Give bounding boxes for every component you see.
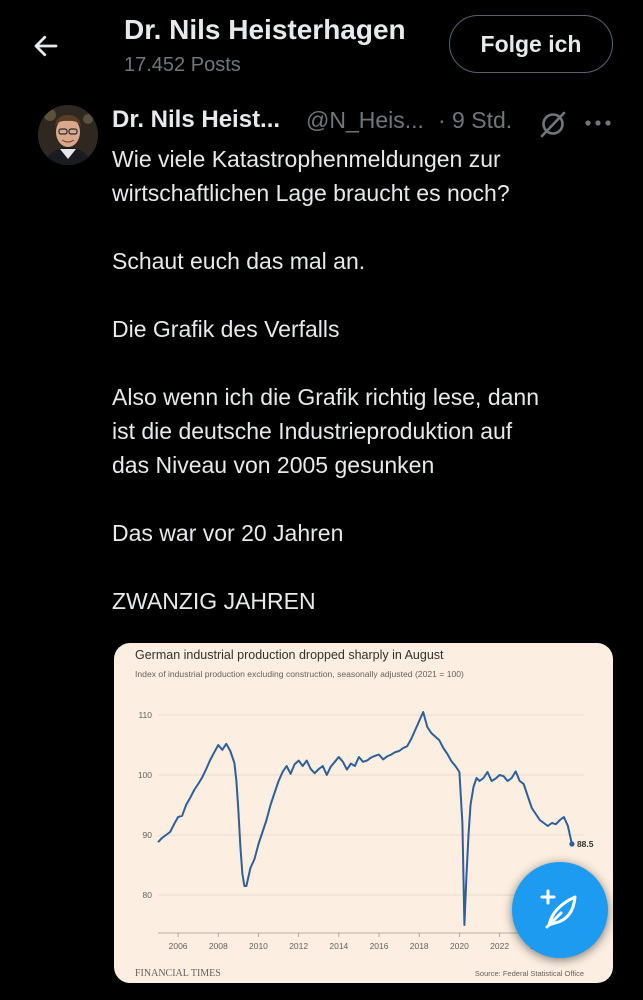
tweet-line: Also wenn ich die Grafik richtig lese, dann — [112, 384, 539, 410]
compose-post-icon — [535, 885, 585, 935]
chart-title: German industrial production dropped sharply in August — [135, 648, 444, 662]
series-line — [158, 712, 572, 925]
tweet-line — [112, 550, 622, 584]
grok-icon[interactable] — [538, 109, 568, 139]
back-button[interactable] — [28, 28, 64, 64]
chart-publisher: FINANCIAL TIMES — [135, 968, 221, 979]
x-tick-label: 2020 — [449, 941, 469, 951]
tweet-line: wirtschaftlichen Lage braucht es noch? — [112, 180, 510, 206]
tweet-line — [112, 346, 622, 380]
chart-source: Source: Federal Statistical Office — [474, 969, 584, 978]
tweet-line: Schaut euch das mal an. — [112, 248, 366, 274]
compose-post-button[interactable] — [512, 862, 608, 958]
following-button[interactable]: Folge ich — [449, 15, 613, 73]
author-handle[interactable]: @N_Heis... — [306, 107, 424, 133]
tweet-line: Wie viele Katastrophenmeldungen zur — [112, 146, 501, 172]
tweet-line: ZWANZIG JAHREN — [112, 588, 316, 614]
avatar-image — [38, 105, 98, 165]
tweet-line: das Niveau von 2005 gesunken — [112, 452, 435, 478]
end-point — [569, 841, 574, 846]
more-horizontal-icon[interactable] — [583, 112, 613, 134]
y-tick-label: 80 — [142, 890, 152, 900]
top-bar — [0, 0, 643, 90]
tweet-line — [112, 278, 622, 312]
author-name[interactable]: Dr. Nils Heist... — [112, 106, 281, 133]
posts-count: 17.452 Posts — [124, 54, 241, 76]
y-tick-label: 110 — [138, 710, 152, 720]
x-tick-label: 2010 — [249, 941, 268, 951]
chart-subtitle: Index of industrial production excluding construction, seasonally adjusted (2021 = 100) — [135, 669, 464, 679]
tweet-line — [112, 482, 622, 516]
tweet-meta — [112, 106, 632, 140]
tweet-text — [112, 142, 622, 618]
x-tick-label: 2016 — [369, 941, 389, 951]
x-tick-label: 2014 — [329, 941, 349, 951]
x-tick-label: 2022 — [490, 941, 510, 951]
y-tick-label: 100 — [137, 770, 152, 780]
x-tick-label: 2018 — [409, 941, 429, 951]
end-value-label: 88.5 — [576, 839, 594, 849]
x-tick-label: 2006 — [168, 941, 188, 951]
x-tick-label: 2012 — [289, 941, 309, 951]
tweet-time[interactable]: · 9 Std. — [438, 107, 513, 133]
arrow-left-icon — [31, 31, 61, 61]
avatar[interactable] — [38, 105, 98, 165]
tweet-line: Das war vor 20 Jahren — [112, 520, 344, 546]
x-tick-label: 2008 — [208, 941, 228, 951]
y-tick-label: 90 — [142, 830, 152, 840]
tweet-line: Die Grafik des Verfalls — [112, 316, 340, 342]
profile-name: Dr. Nils Heisterhagen — [124, 14, 406, 45]
tweet-line — [112, 210, 622, 244]
tweet-line: ist die deutsche Industrieproduktion auf — [112, 418, 513, 444]
